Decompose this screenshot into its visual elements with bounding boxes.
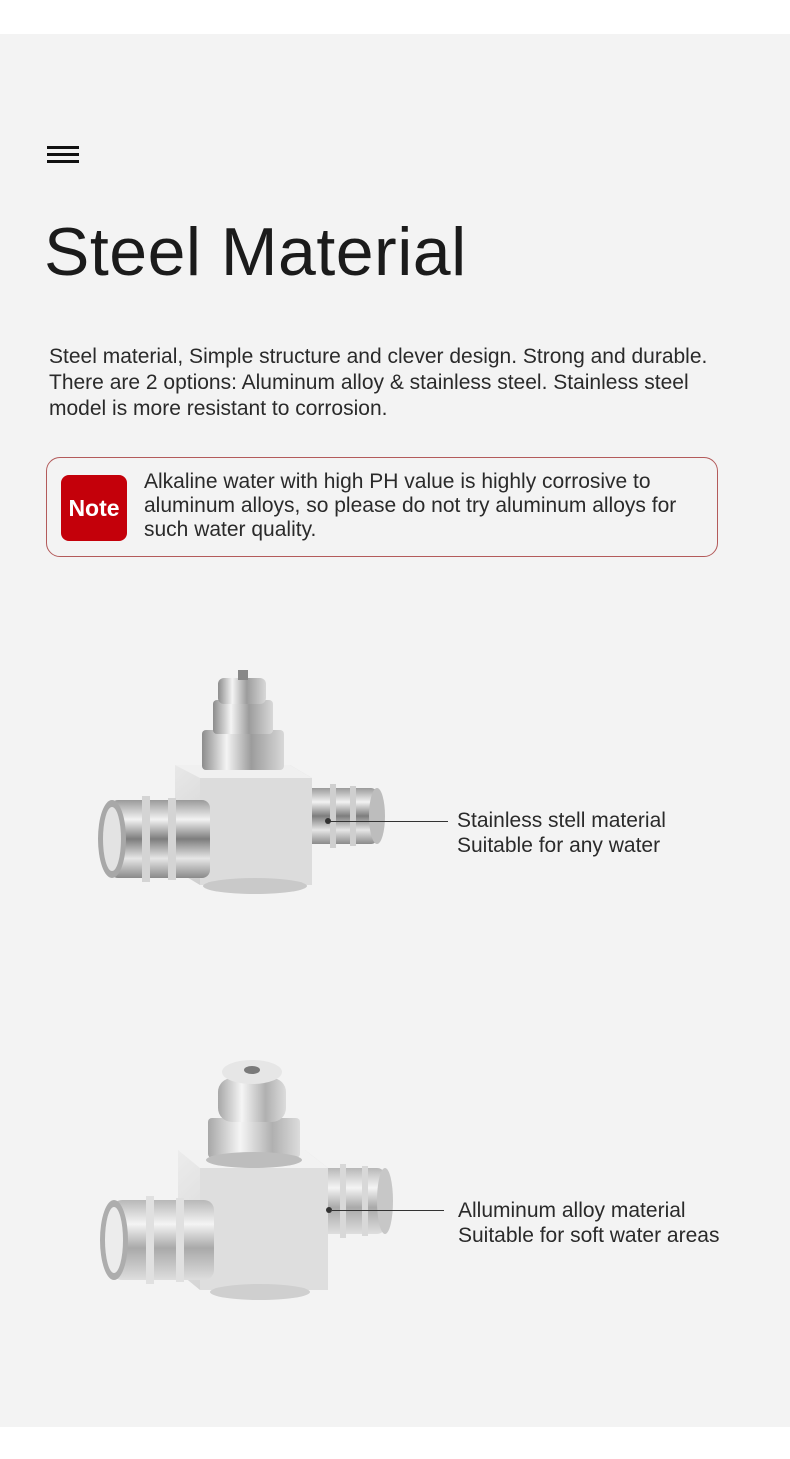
note-text: Alkaline water with high PH value is highly corrosive to aluminum alloys, so please do not try aluminum alloys for such water quality. (144, 470, 677, 541)
leader-line-2 (332, 1210, 444, 1211)
page-title: Steel Material (44, 214, 467, 290)
aluminum-alloy-fitting-image (100, 1060, 400, 1305)
product-2-caption (458, 1198, 719, 1248)
leader-line-1 (330, 821, 448, 822)
leader-dot-1 (325, 818, 331, 824)
menu-icon[interactable] (47, 146, 79, 164)
note-badge: Note (61, 475, 127, 541)
stainless-steel-fitting-image (90, 670, 390, 905)
product-2-line-2: Suitable for soft water areas (458, 1224, 720, 1247)
note-box (46, 457, 718, 557)
intro-text: Steel material, Simple structure and clever design. Strong and durable. There are 2 options: Aluminum alloy & stainless steel. Stainless steel model is more resistant to corrosion. (49, 345, 708, 420)
product-1-line-2: Suitable for any water (457, 834, 661, 857)
leader-dot-2 (326, 1207, 332, 1213)
product-1-caption (457, 808, 666, 858)
product-1-line-1: Stainless stell material (457, 809, 666, 832)
product-2-line-1: Alluminum alloy material (458, 1199, 686, 1222)
